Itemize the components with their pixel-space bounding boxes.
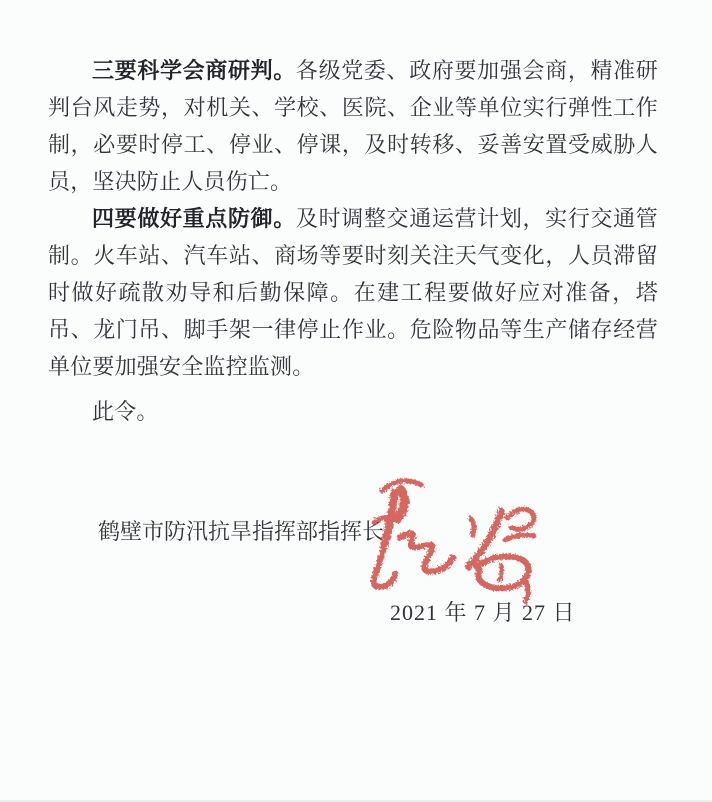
date-line: 2021 年 7 月 27 日 (390, 600, 576, 625)
signature-stamp-icon (368, 474, 540, 606)
decree-line: 此令。 (92, 399, 159, 424)
paragraph-four-body: 及时调整交通运营计划，实行交通管制。火车站、汽车站、商场等要时刻关注天气变化，人员滞留时做好疏散劝导和后勤保障。在建工程要做好应对准备，塔吊、龙门吊、脚手架一律停止作业。危险物品等生产储存经营单位要加强安全监控监测。 (48, 206, 658, 379)
signer-title: 鹤壁市防汛抗旱指挥部指挥长 (98, 519, 385, 544)
paragraph-four-lead: 四要做好重点防御。 (92, 206, 296, 231)
paragraph-three-body: 各级党委、政府要加强会商，精准研判台风走势，对机关、学校、医院、企业等单位实行弹性工作制，必要时停工、停业、停课，及时转移、妥善安置受威胁人员，坚决防止人员伤亡。 (48, 58, 658, 194)
paragraph-four (0, 200, 712, 385)
paragraph-three (0, 52, 712, 200)
paragraph-three-lead: 三要科学会商研判。 (92, 58, 296, 83)
